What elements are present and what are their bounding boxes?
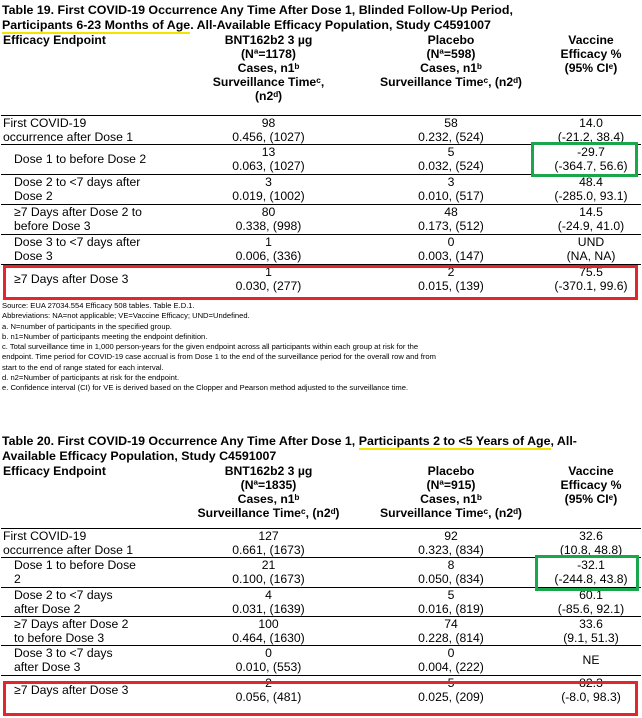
surveillance: 0.031, (1639) [232, 601, 305, 616]
ci: (9.1, 51.3) [563, 630, 619, 645]
table20-title-line2: Available Efficacy Population, Study C4591007 [2, 449, 277, 463]
placebo-cell [361, 587, 541, 616]
footnote: endpoint. Time period for COVID-19 case accrual is from Dose 1 to the end of the surveillance period for the overall row and from [2, 352, 436, 362]
header-line: (Nª=1835) [240, 478, 297, 492]
surveillance: 0.173, (512) [418, 218, 484, 233]
header-line: Cases, n1ᵇ [420, 492, 482, 506]
footnote: Abbreviations: NA=not applicable; VE=Vaccine Efficacy; UND=Undefined. [2, 311, 250, 321]
header-vaccine [176, 33, 361, 115]
table20-header-row [1, 464, 641, 528]
placebo-cell [361, 528, 541, 557]
endpoint-line: Dose 2 to <7 days [14, 587, 113, 602]
ve: 14.0 [579, 115, 603, 130]
efficacy-cell [541, 645, 641, 675]
ci: (NA, NA) [566, 248, 616, 263]
endpoint-line: Dose 2 [14, 188, 53, 203]
table-row [1, 645, 641, 675]
cases: 21 [261, 557, 276, 572]
cases: 5 [447, 144, 455, 159]
header-line: Surveillance Timeᶜ, (n2ᵈ) [197, 506, 340, 520]
placebo-cell [361, 115, 541, 144]
cases: 5 [447, 675, 455, 690]
vaccine-cell [176, 115, 361, 144]
efficacy-cell [541, 528, 641, 557]
surveillance: 0.323, (834) [418, 542, 484, 557]
endpoint-cell [1, 528, 176, 557]
header-line: Surveillance Timeᶜ, (n2ᵈ) [380, 506, 522, 520]
header-vaccine [176, 464, 361, 528]
surveillance: 0.004, (222) [418, 659, 484, 674]
header-line: (95% CIᵉ) [564, 492, 618, 506]
table-row [1, 587, 641, 616]
header-placebo [361, 464, 541, 528]
cases: 5 [447, 587, 455, 602]
endpoint-line: First COVID-19 [3, 528, 87, 543]
endpoint-cell [1, 557, 176, 587]
endpoint-cell [1, 115, 176, 144]
footnote: b. n1=Number of participants meeting the endpoint definition. [2, 331, 208, 341]
cases: 3 [265, 174, 272, 189]
table19-title-rest: . All-Available Efficacy Population, Study C4591007 [190, 18, 491, 32]
surveillance: 0.010, (553) [235, 659, 302, 674]
green-highlight-box-table20 [535, 555, 639, 591]
header-line: Cases, n1ᵇ [237, 61, 300, 75]
endpoint-line: to before Dose 3 [14, 630, 105, 645]
header-line: Cases, n1ᵇ [420, 61, 482, 75]
header-line: Vaccine [568, 464, 614, 478]
header-line: (n2ᵈ) [254, 89, 283, 103]
table19-header-row [1, 33, 641, 115]
header-line: BNT162b2 3 µg [224, 464, 313, 478]
cases: 127 [258, 528, 279, 543]
endpoint-line: before Dose 3 [14, 218, 91, 233]
ci: (10.8, 48.8) [559, 542, 623, 557]
endpoint-line: Dose 1 to before Dose 2 [14, 151, 147, 166]
header-line: (Nª=915) [426, 478, 476, 492]
endpoint-line: ≥7 Days after Dose 3 [14, 271, 129, 286]
green-highlight-box-table19 [531, 142, 638, 177]
header-line: (95% CIᵉ) [564, 61, 618, 75]
endpoint-cell [1, 645, 176, 675]
vaccine-cell [176, 587, 361, 616]
ci: (-244.8, 43.8) [554, 571, 628, 586]
red-highlight-box-table19 [3, 265, 638, 300]
footnote: d. n2=Number of participants at risk for the endpoint. [2, 373, 180, 383]
endpoint-line: Dose 3 to <7 days after [14, 234, 141, 249]
ve: NE [582, 652, 600, 667]
cases: 98 [261, 115, 276, 130]
table19-title-highlight: Participants 6-23 Months of Age [2, 18, 191, 32]
endpoint-line: Dose 1 to before Dose [14, 557, 136, 572]
ci: (-24.9, 41.0) [557, 218, 625, 233]
footnote: a. N=number of participants in the specified group. [2, 321, 172, 331]
ci: (-85.6, 92.1) [557, 601, 625, 616]
cases: 8 [447, 557, 455, 572]
ci: (-21.2, 38.4) [557, 129, 625, 144]
endpoint-cell [1, 234, 176, 264]
endpoint-line: ≥7 Days after Dose 2 to [14, 204, 142, 219]
table19-title [2, 3, 642, 33]
surveillance: 0.100, (1673) [232, 571, 305, 586]
cases: 2 [265, 675, 272, 690]
placebo-cell [361, 557, 541, 587]
endpoint-line: ≥7 Days after Dose 3 [14, 682, 129, 697]
header-endpoint: Efficacy Endpoint [3, 464, 106, 478]
cases: 0 [447, 645, 455, 660]
cases: 4 [265, 587, 272, 602]
cases: 58 [444, 115, 458, 130]
endpoint-cell [1, 204, 176, 234]
endpoint-line: Dose 2 to <7 days after [14, 174, 141, 189]
surveillance: 0.010, (517) [418, 188, 484, 203]
header-placebo [361, 33, 541, 115]
surveillance: 0.228, (814) [418, 630, 484, 645]
cases: 92 [444, 528, 458, 543]
efficacy-cell [541, 587, 641, 616]
header-efficacy [541, 33, 641, 115]
surveillance: 0.456, (1027) [232, 129, 305, 144]
efficacy-cell [541, 234, 641, 264]
cases: 3 [447, 174, 455, 189]
surveillance: 0.032, (524) [418, 158, 484, 173]
cases: 2 [447, 264, 455, 279]
ve: -32.1 [577, 557, 605, 572]
efficacy-cell [541, 115, 641, 144]
endpoint-line: occurrence after Dose 1 [3, 129, 134, 144]
surveillance: 0.232, (524) [418, 129, 484, 144]
cases: 0 [447, 234, 455, 249]
header-endpoint: Efficacy Endpoint [3, 33, 106, 47]
header-line: (Nª=598) [426, 47, 476, 61]
ci: (-285.0, 93.1) [554, 188, 628, 203]
cases: 48 [444, 204, 458, 219]
endpoint-cell [1, 587, 176, 616]
placebo-cell [361, 616, 541, 645]
surveillance: 0.063, (1027) [232, 158, 305, 173]
table19-title-line1: Table 19. First COVID-19 Occurrence Any Time After Dose 1, Blinded Follow-Up Period, [2, 3, 513, 17]
efficacy-cell [541, 174, 641, 204]
surveillance: 0.025, (209) [418, 689, 484, 704]
endpoint-cell [1, 174, 176, 204]
header-line: Cases, n1ᵇ [237, 492, 300, 506]
surveillance: 0.003, (147) [418, 248, 484, 263]
header-line: Placebo [427, 464, 475, 478]
ve: 75.5 [579, 264, 603, 279]
placebo-cell [361, 174, 541, 204]
footnote: Source: EUA 27034.554 Efficacy 508 tables. Table E.D.1. [2, 301, 195, 310]
placebo-cell [361, 144, 541, 174]
table-row [1, 174, 641, 204]
red-highlight-box-table20 [3, 681, 638, 716]
table20-title [2, 434, 642, 464]
vaccine-cell [176, 528, 361, 557]
endpoint-line: ≥7 Days after Dose 2 [14, 616, 129, 631]
footnote: start to the end of range stated for each interval. [2, 362, 164, 372]
header-line: Surveillance Timeᶜ, (n2ᵈ) [380, 75, 522, 89]
ve: UND [577, 234, 605, 249]
vaccine-cell [176, 645, 361, 675]
header-efficacy [541, 464, 641, 528]
surveillance: 0.056, (481) [235, 689, 302, 704]
surveillance: 0.015, (139) [418, 278, 484, 293]
header-line: Surveillance Timeᶜ, [212, 75, 325, 89]
ve: 32.6 [579, 528, 603, 543]
surveillance: 0.464, (1630) [232, 630, 305, 645]
header-line: Efficacy % [560, 478, 622, 492]
endpoint-line: occurrence after Dose 1 [3, 542, 134, 557]
table-row [1, 204, 641, 234]
ve: 82.3 [579, 675, 603, 690]
cases: 74 [444, 616, 458, 631]
cases: 1 [265, 264, 272, 279]
endpoint-line: Dose 3 [14, 248, 53, 263]
placebo-cell [361, 645, 541, 675]
ve: -29.7 [577, 144, 605, 159]
ci: (-364.7, 56.6) [554, 158, 628, 173]
placebo-cell [361, 204, 541, 234]
header-line: BNT162b2 3 µg [224, 33, 313, 47]
table19-footnotes [2, 301, 642, 394]
surveillance: 0.030, (277) [235, 278, 302, 293]
footnote: e. Confidence interval (CI) for VE is derived based on the Clopper and Pearson method adjusted to the surveillance time. [2, 383, 409, 393]
vaccine-cell [176, 557, 361, 587]
cases: 1 [265, 234, 272, 249]
footnote: c. Total surveillance time in 1,000 person-years for the given endpoint across all participants within each group at risk for the [2, 342, 419, 352]
vaccine-cell [176, 204, 361, 234]
surveillance: 0.050, (834) [418, 571, 484, 586]
cases: 80 [261, 204, 276, 219]
table19-title-line2 [2, 18, 642, 33]
endpoint-line: after Dose 2 [14, 601, 81, 616]
table20-title-line1 [2, 434, 642, 449]
vaccine-cell [176, 144, 361, 174]
header-line: (Nª=1178) [241, 47, 296, 61]
ve: 60.1 [579, 587, 603, 602]
endpoint-line: First COVID-19 [3, 115, 87, 130]
surveillance: 0.338, (998) [235, 218, 302, 233]
table20-title-b: , All- [550, 434, 577, 448]
endpoint-line: 2 [14, 571, 21, 586]
table20-title-highlight: Participants 2 to <5 Years of Age [358, 434, 551, 448]
surveillance: 0.016, (819) [418, 601, 484, 616]
table-row [1, 528, 641, 557]
cases: 0 [265, 645, 272, 660]
endpoint-cell [1, 144, 176, 174]
ci: (-370.1, 99.6) [554, 278, 628, 293]
ci: (-8.0, 98.3) [561, 689, 621, 704]
cases: 100 [258, 616, 279, 631]
vaccine-cell [176, 616, 361, 645]
header-line: Vaccine [568, 33, 614, 47]
efficacy-cell [541, 204, 641, 234]
ve: 14.5 [579, 204, 603, 219]
ve: 33.6 [579, 616, 603, 631]
ve: 48.4 [579, 174, 603, 189]
vaccine-cell [176, 174, 361, 204]
endpoint-line: after Dose 3 [14, 659, 81, 674]
table-row [1, 234, 641, 264]
header-line: Efficacy % [560, 47, 622, 61]
endpoint-cell [1, 616, 176, 645]
cases: 13 [261, 144, 276, 159]
endpoint-line: Dose 3 to <7 days [14, 645, 113, 660]
table-row [1, 115, 641, 144]
efficacy-cell [541, 616, 641, 645]
placebo-cell [361, 234, 541, 264]
surveillance: 0.006, (336) [235, 248, 302, 263]
table20-title-a: Table 20. First COVID-19 Occurrence Any Time After Dose 1, [2, 434, 359, 448]
header-line: Placebo [427, 33, 475, 47]
surveillance: 0.019, (1002) [232, 188, 305, 203]
surveillance: 0.661, (1673) [232, 542, 305, 557]
vaccine-cell [176, 234, 361, 264]
table-row [1, 616, 641, 645]
